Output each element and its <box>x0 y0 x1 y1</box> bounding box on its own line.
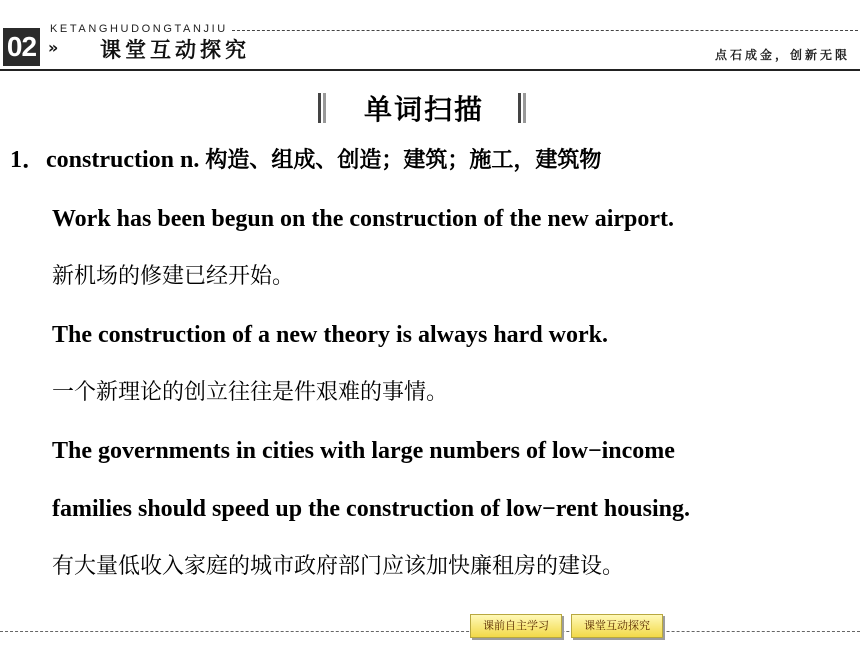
heading-bar-left-icon <box>318 93 326 123</box>
double-chevron-icon: » <box>48 38 59 57</box>
section-title: 课堂互动探究 <box>100 38 250 62</box>
example-zh: 一个新理论的创立往往是件艰难的事情。 <box>52 380 449 405</box>
example-zh: 新机场的修建已经开始。 <box>52 264 295 289</box>
example-en: The governments in cities with large numbers of low−income <box>52 438 675 464</box>
vocab-heading-text: 单词扫描 <box>364 93 485 126</box>
vocab-heading <box>318 90 526 126</box>
heading-bar-right-icon <box>518 93 526 123</box>
example-en: Work has been begun on the construction of the new airport. <box>52 206 675 232</box>
entry-definition: 构造、组成、创造；建筑；施工，建筑物 <box>205 148 602 173</box>
nav-button-inclass-explore[interactable]: 课堂互动探究 <box>571 614 663 638</box>
example-zh: 有大量低收入家庭的城市政府部门应该加快廉租房的建设。 <box>52 554 625 579</box>
nav-button-preclass-study[interactable]: 课前自主学习 <box>470 614 562 638</box>
entry-headword: construction n. <box>46 147 200 173</box>
vocab-entry <box>10 145 601 176</box>
section-number-badge: 02 <box>3 28 40 66</box>
entry-number: 1． <box>10 147 46 173</box>
header-dashed-rule <box>232 30 858 31</box>
slide-header <box>0 0 860 72</box>
footer-dashed-rule <box>0 631 860 632</box>
example-en: The construction of a new theory is always hard work. <box>52 322 608 348</box>
header-slogan: 点石成金，创新无限 <box>714 48 850 62</box>
header-rule <box>0 69 860 71</box>
section-pinyin: KETANGHUDONGTANJIU <box>50 23 228 35</box>
example-en: families should speed up the construction of low−rent housing. <box>52 496 690 522</box>
